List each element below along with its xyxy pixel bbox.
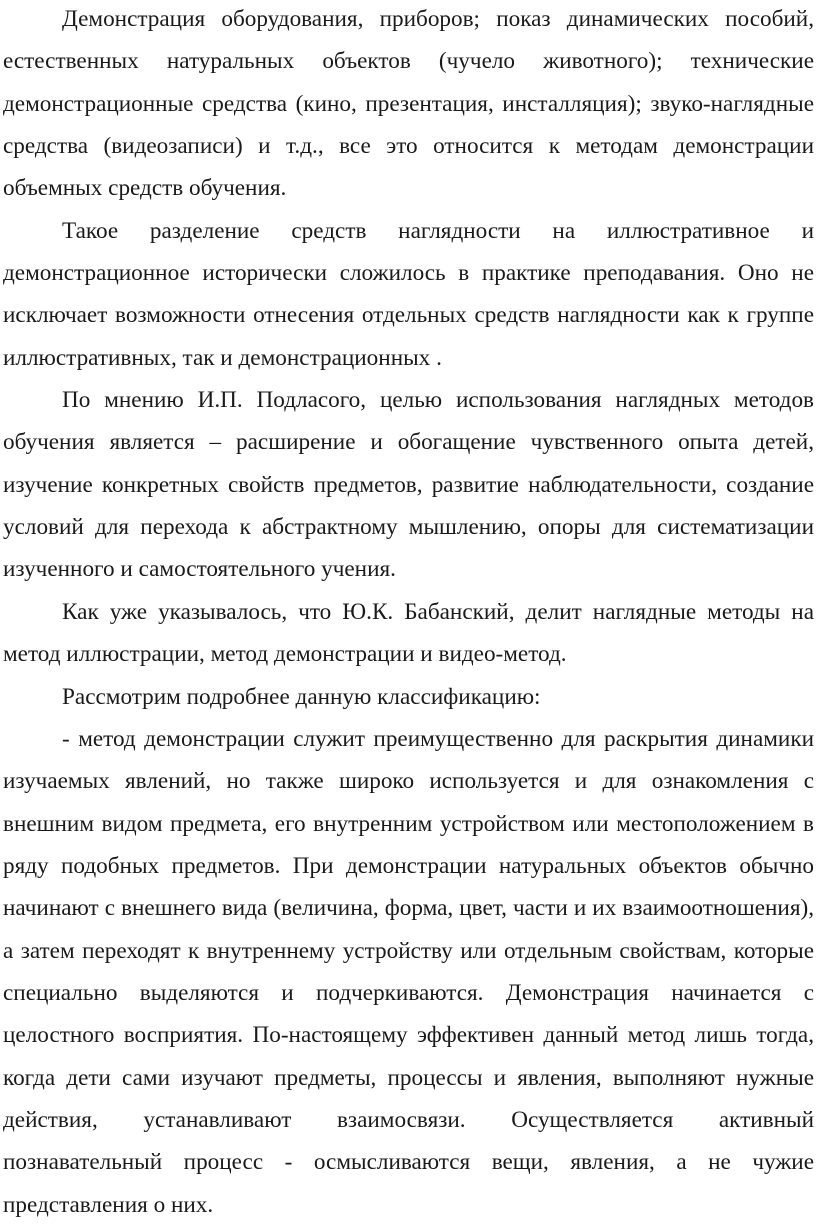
paragraph-babansky-methods: Как уже указывалось, что Ю.К. Бабанский, делит наглядные методы на метод иллюстрации, метод демонстрации и видео-метод. <box>3 598 814 668</box>
paragraph-classification-intro: Рассмотрим подробнее данную классификацию: <box>62 683 541 710</box>
document-page <box>3 0 814 1226</box>
paragraph-demonstration-equipment: Демонстрация оборудования, приборов; показ динамических пособий, естественных натуральных объектов (чучело животного); технические демонстрационные средства (кино, презентация, инсталляция); звуко-наглядные средства (видеозаписи) и т.д., все это относится к методам демонстрации объемных средств обучения. <box>3 6 814 202</box>
paragraph-visual-aids-division: Такое разделение средств наглядности на иллюстративное и демонстрационное исторически сложилось в практике преподавания. Оно не исключает возможности отнесения отдельных средств наглядности как к группе иллюстративных, так и демонстрационных . <box>3 217 814 371</box>
paragraph-podlasy-opinion: По мнению И.П. Подласого, целью использования наглядных методов обучения является – расширение и обогащение чувственного опыта детей, изучение конкретных свойств предметов, развитие наблюдательности, создание условий для перехода к абстрактному мышлению, опоры для систематизации изученного и самостоятельного учения. <box>3 387 814 583</box>
paragraph-demonstration-method: - метод демонстрации служит преимущественно для раскрытия динамики изучаемых явлений, но также широко используется и для ознакомления с внешним видом предмета, его внутренним устройством или местоположением в ряду подобных предметов. При демонстрации натуральных объектов обычно начинают с внешнего вида (величина, форма, цвет, части и их взаимоотношения), а затем переходят к внутреннему устройству или отдельным свойствам, которые специально выделяются и подчеркиваются. Демонстрация начинается с целостного восприятия. По-настоящему эффективен данный метод лишь тогда, когда дети сами изучают предметы, процессы и явления, выполняют нужные действия, устанавливают взаимосвязи. Осуществляется активный познавательный процесс - осмысливаются вещи, явления, а не чужие представления о них. <box>3 725 814 1218</box>
